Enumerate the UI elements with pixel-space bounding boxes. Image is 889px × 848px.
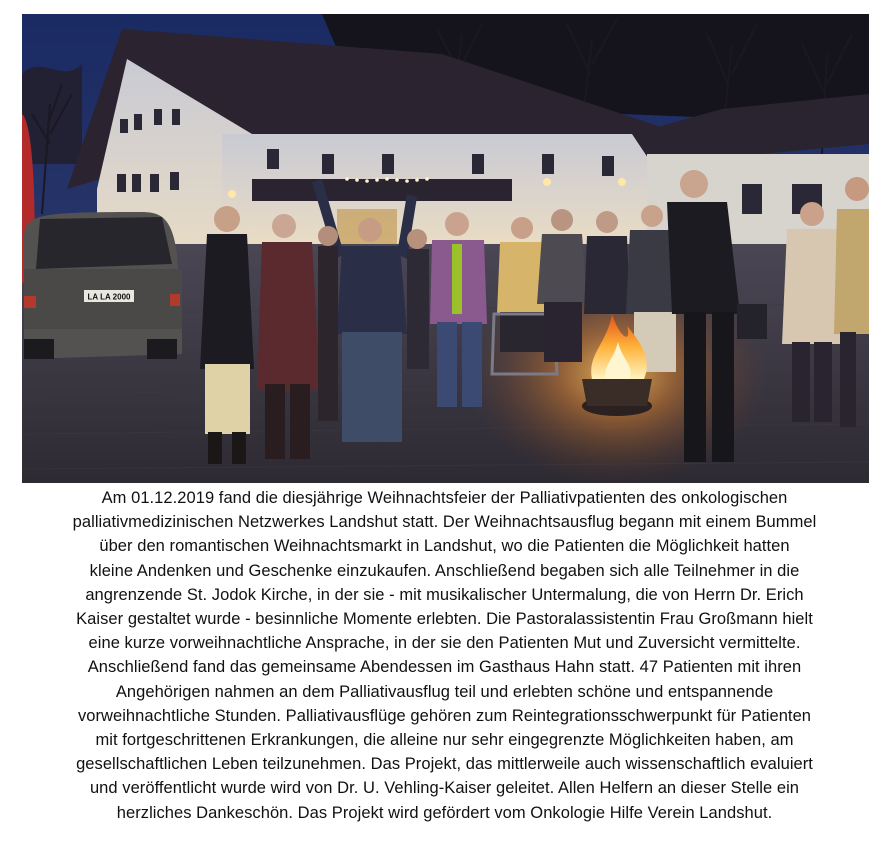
caption-line: gesellschaftlichen Leben teilzunehmen. Das Projekt, das mittlerweile auch wissenschaftlich evaluiert	[76, 755, 813, 774]
license-plate-text: LA LA 2000	[87, 292, 131, 302]
caption-line: über den romantischen Weihnachtsmarkt in Landshut, wo die Patienten die Möglichkeit hatten	[99, 537, 790, 556]
caption-line: vorweihnachtliche Stunden. Palliativausflüge gehören zum Reintegrationsschwerpunkt für Patienten	[77, 706, 812, 725]
caption-line: angrenzende St. Jodok Kirche, in der sie - mit musikalischer Untermalung, die von Herrn Dr. Erich	[85, 585, 804, 604]
caption-line: mit fortgeschrittenen Erkrankungen, die alleine nur sehr eingegrenzte Möglichkeiten haben, am	[95, 731, 794, 750]
event-photo-illustration	[22, 14, 869, 483]
caption-line: Am 01.12.2019 fand die diesjährige Weihnachtsfeier der Palliativpatienten des onkologischen	[101, 489, 788, 507]
balcony	[252, 179, 512, 201]
caption-line: und veröffentlicht wurde wird von Dr. U. Vehling-Kaiser geleitet. Allen Helfern an dieser Stelle ein	[89, 779, 800, 798]
event-caption	[8, 486, 881, 825]
event-photo	[22, 14, 869, 483]
caption-line: kleine Andenken und Geschenke einzukaufen. Anschließend begaben sich alle Teilnehmer in die	[89, 561, 800, 580]
parked-van	[24, 212, 182, 359]
caption-line: Anschließend fand das gemeinsame Abendessen im Gasthaus Hahn statt. 47 Patienten mit ihren	[87, 658, 802, 677]
caption-line: Kaiser gestaltet wurde - besinnliche Momente erlebten. Die Pastoralassistentin Frau Großmann hielt	[76, 610, 813, 629]
caption-line: palliativmedizinischen Netzwerkes Landshut statt. Der Weihnachtsausflug begann mit einem Bummel	[72, 513, 817, 532]
caption-line: herzliches Dankeschön. Das Projekt wird gefördert vom Onkologie Hilfe Verein Landshut.	[116, 803, 773, 822]
caption-line: Angehörigen nahmen an dem Palliativausflug teil und erlebten schöne und entspannende	[115, 682, 774, 701]
caption-line: eine kurze vorweihnachtliche Ansprache, in der sie den Patienten Mut und Zuversicht vermittelte.	[88, 634, 801, 653]
